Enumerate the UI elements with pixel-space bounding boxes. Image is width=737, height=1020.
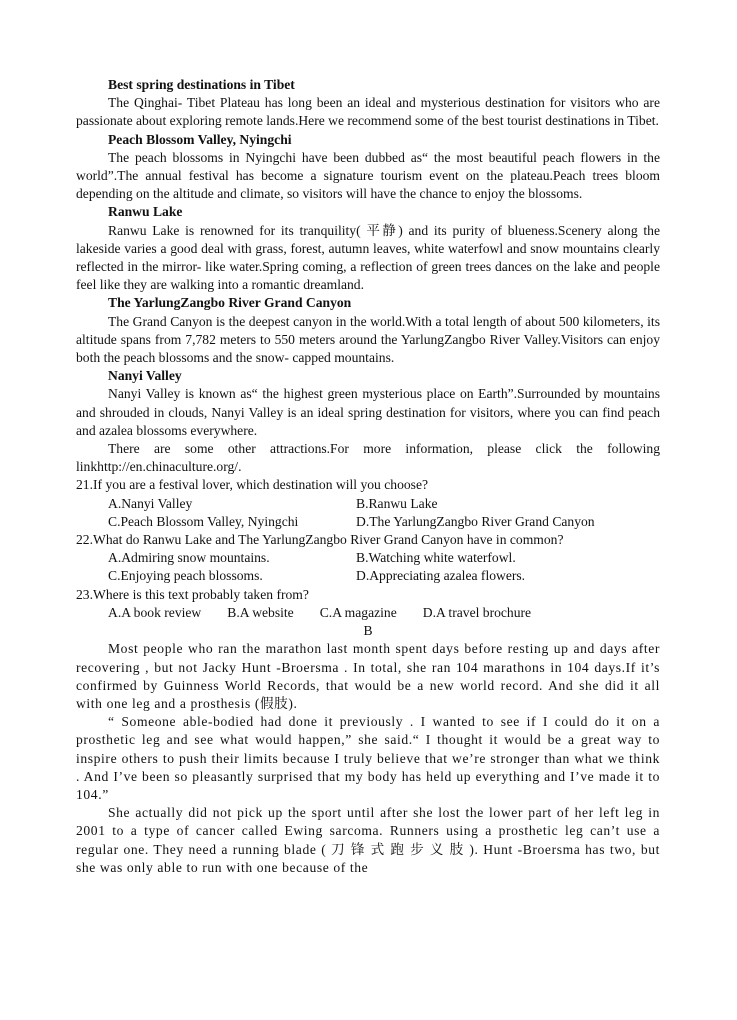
section-heading: The YarlungZangbo River Grand Canyon: [108, 295, 352, 311]
passage-b-paragraph: “ Someone able-bodied had done it previously . I wanted to see if I could do it on a prosthetic leg and see what would happen,” she said.“ I thought it would be a great way to inspire others to push their limits because I truly believe that we’re stronger than what we think . And I’ve been so pleasantly surprised that my body has held up everything and I’ve made it to 104.”: [76, 714, 660, 802]
option: D.Appreciating azalea flowers.: [356, 568, 526, 584]
passage-b-paragraph: Most people who ran the marathon last month spent days before resting up and days after recovering , but not Jacky Hunt -Broersma . In total, she ran 104 marathons in 104 days.If it’s confirmed by Guinness World Records, that would be a new world record. And she did it all with one leg and a prosthesis (假肢).: [76, 641, 660, 711]
option: D.A travel brochure: [422, 604, 532, 620]
option: C.Peach Blossom Valley, Nyingchi: [108, 513, 299, 529]
section-body: The Grand Canyon is the deepest canyon in the world.With a total length of about 500 kilometers, its altitude spans from 7,782 meters to 550 meters around the YarlungZangbo River Valley.Visitors can enjoy both the peach blossoms and the snow- capped mountains.: [76, 313, 660, 366]
option: B.Ranwu Lake: [356, 495, 438, 511]
option: A.Nanyi Valley: [108, 495, 193, 511]
exam-page: [76, 76, 660, 877]
passage-title: Best spring destinations in Tibet: [108, 77, 295, 92]
option: A.Admiring snow mountains.: [108, 550, 270, 566]
passage-label: B: [363, 623, 373, 639]
section-heading: Ranwu Lake: [108, 204, 183, 220]
closing-paragraph: There are some other attractions.For more information, please click the following linkhttp://en.chinaculture.org/.: [76, 441, 660, 475]
question-stem: 23.Where is this text probably taken from?: [76, 586, 309, 602]
option: B.Watching white waterfowl.: [356, 550, 516, 566]
option-grid: [76, 495, 660, 531]
section-heading: Peach Blossom Valley, Nyingchi: [108, 131, 292, 147]
section-body: Nanyi Valley is known as“ the highest green mysterious place on Earth”.Surrounded by mountains and shrouded in clouds, Nanyi Valley is an ideal spring destination for visitors, where you can find peach and azalea blossoms everywhere.: [76, 386, 660, 438]
option: D.The YarlungZangbo River Grand Canyon: [356, 513, 595, 529]
option-grid: [76, 549, 660, 585]
intro-paragraph: The Qinghai- Tibet Plateau has long been an ideal and mysterious destination for visitors who are passionate about exploring remote lands.Here we recommend some of the best tourist destinations in Tibet.: [76, 95, 660, 129]
section-body: Ranwu Lake is renowned for its tranquility( 平静) and its purity of blueness.Scenery along the lakeside varies a good deal with grass, forest, autumn leaves, white waterfowl and snow mountains clearly reflected in the mirror- like water.Spring coming, a reflection of green trees dances on the lake and people feel like they are walking into a romantic dreamland.: [76, 222, 660, 293]
option: B.A website: [227, 604, 294, 620]
passage-b-paragraph: She actually did not pick up the sport until after she lost the lower part of her left leg in 2001 to a type of cancer called Ewing sarcoma. Runners using a prosthetic leg can’t use a regular one. They need a running blade ( 刀 锋 式 跑 步 义 肢 ). Hunt -Broersma has two, but she was only able to run with one because of the: [76, 805, 660, 875]
option-row: [76, 604, 660, 622]
option: A.A book review: [108, 604, 202, 620]
option: C.A magazine: [319, 604, 397, 620]
option: C.Enjoying peach blossoms.: [108, 568, 263, 584]
section-heading: Nanyi Valley: [108, 368, 182, 384]
question-stem: 21.If you are a festival lover, which destination will you choose?: [76, 477, 429, 493]
question-stem: 22.What do Ranwu Lake and The YarlungZangbo River Grand Canyon have in common?: [76, 532, 564, 548]
section-body: The peach blossoms in Nyingchi have been dubbed as“ the most beautiful peach flowers in the world”.The annual festival has become a signature tourism event on the plateau.Peach trees bloom depending on the altitude and climate, so visitors will have the chance to enjoy the blossoms.: [76, 149, 660, 202]
